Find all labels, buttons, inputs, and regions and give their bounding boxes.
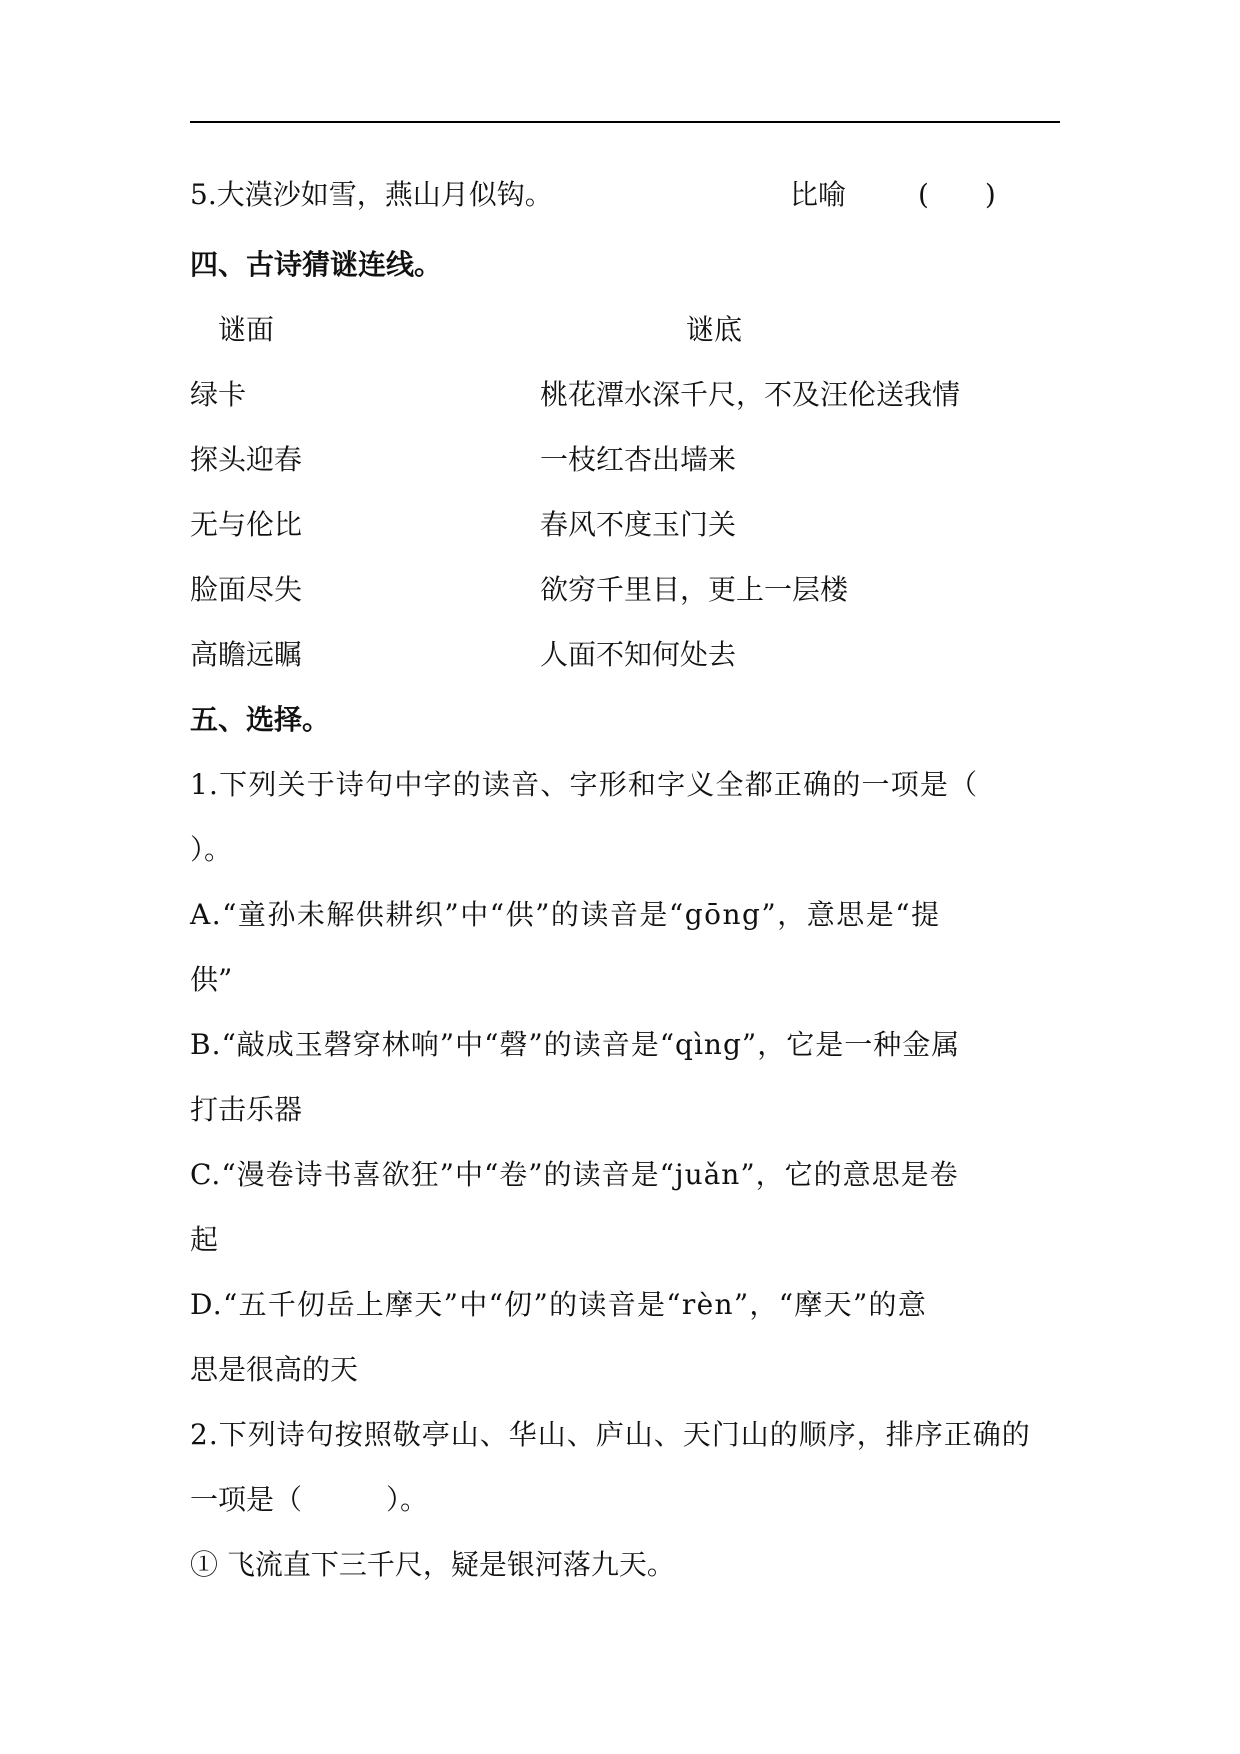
riddle-left: 脸面尽失	[190, 573, 303, 606]
q1-option-a-line1: A.“童孙未解供耕织”中“供”的读音是“gōng”，意思是“提	[190, 898, 941, 931]
q1-option-c-line2: 起	[190, 1223, 219, 1256]
q3-item-5-text: 5.大漠沙如雪，燕山月似钩。	[190, 178, 553, 211]
riddle-row	[190, 440, 302, 480]
section-4-title: 四、古诗猜谜连线。	[190, 248, 443, 281]
riddle-right: 人面不知何处去	[540, 638, 737, 671]
q3-item-5-type: 比喻	[790, 178, 847, 211]
riddle-row	[190, 635, 302, 675]
q1-option-d-line2: 思是很高的天	[190, 1353, 359, 1386]
q3-item-5	[190, 175, 553, 215]
q2-item-1: ① 飞流直下三千尺，疑是银河落九天。	[190, 1548, 675, 1581]
q1-stem-line1: 1.下列关于诗句中字的读音、字形和字义全都正确的一项是（	[190, 768, 979, 801]
riddle-right: 一枝红杏出墙来	[540, 443, 737, 476]
riddle-header-left: 谜面	[218, 313, 275, 346]
q1-option-a-line2: 供”	[190, 963, 233, 996]
q1-option-b-line2: 打击乐器	[190, 1093, 303, 1126]
q1-option-d-line1: D.“五千仞岳上摩天”中“仞”的读音是“rèn”，“摩天”的意	[190, 1288, 928, 1321]
riddle-right: 欲穷千里目，更上一层楼	[540, 573, 849, 606]
header-rule	[190, 121, 1060, 123]
q2-stem-line2: 一项是（ ）。	[190, 1483, 429, 1516]
riddle-left: 绿卡	[190, 378, 247, 411]
q1-option-c-line1: C.“漫卷诗书喜欲狂”中“卷”的读音是“juǎn”，它的意思是卷	[190, 1158, 959, 1191]
q3-item-5-paren: ( )	[918, 178, 996, 211]
q1-stem-line2: ）。	[190, 833, 233, 866]
q1-option-b-line1: B.“敲成玉磬穿林响”中“磬”的读音是“qìng”，它是一种金属	[190, 1028, 961, 1061]
riddle-row	[190, 570, 302, 610]
riddle-left: 无与伦比	[190, 508, 303, 541]
riddle-left: 高瞻远瞩	[190, 638, 303, 671]
riddle-right: 桃花潭水深千尺，不及汪伦送我情	[540, 378, 961, 411]
riddle-left: 探头迎春	[190, 443, 303, 476]
riddle-row	[190, 375, 246, 415]
riddle-header-right: 谜底	[686, 313, 743, 346]
q2-stem-line1: 2.下列诗句按照敬亭山、华山、庐山、天门山的顺序，排序正确的	[190, 1418, 1031, 1451]
riddle-row	[190, 505, 302, 545]
section-5-title: 五、选择。	[190, 703, 331, 736]
riddle-right: 春风不度玉门关	[540, 508, 737, 541]
